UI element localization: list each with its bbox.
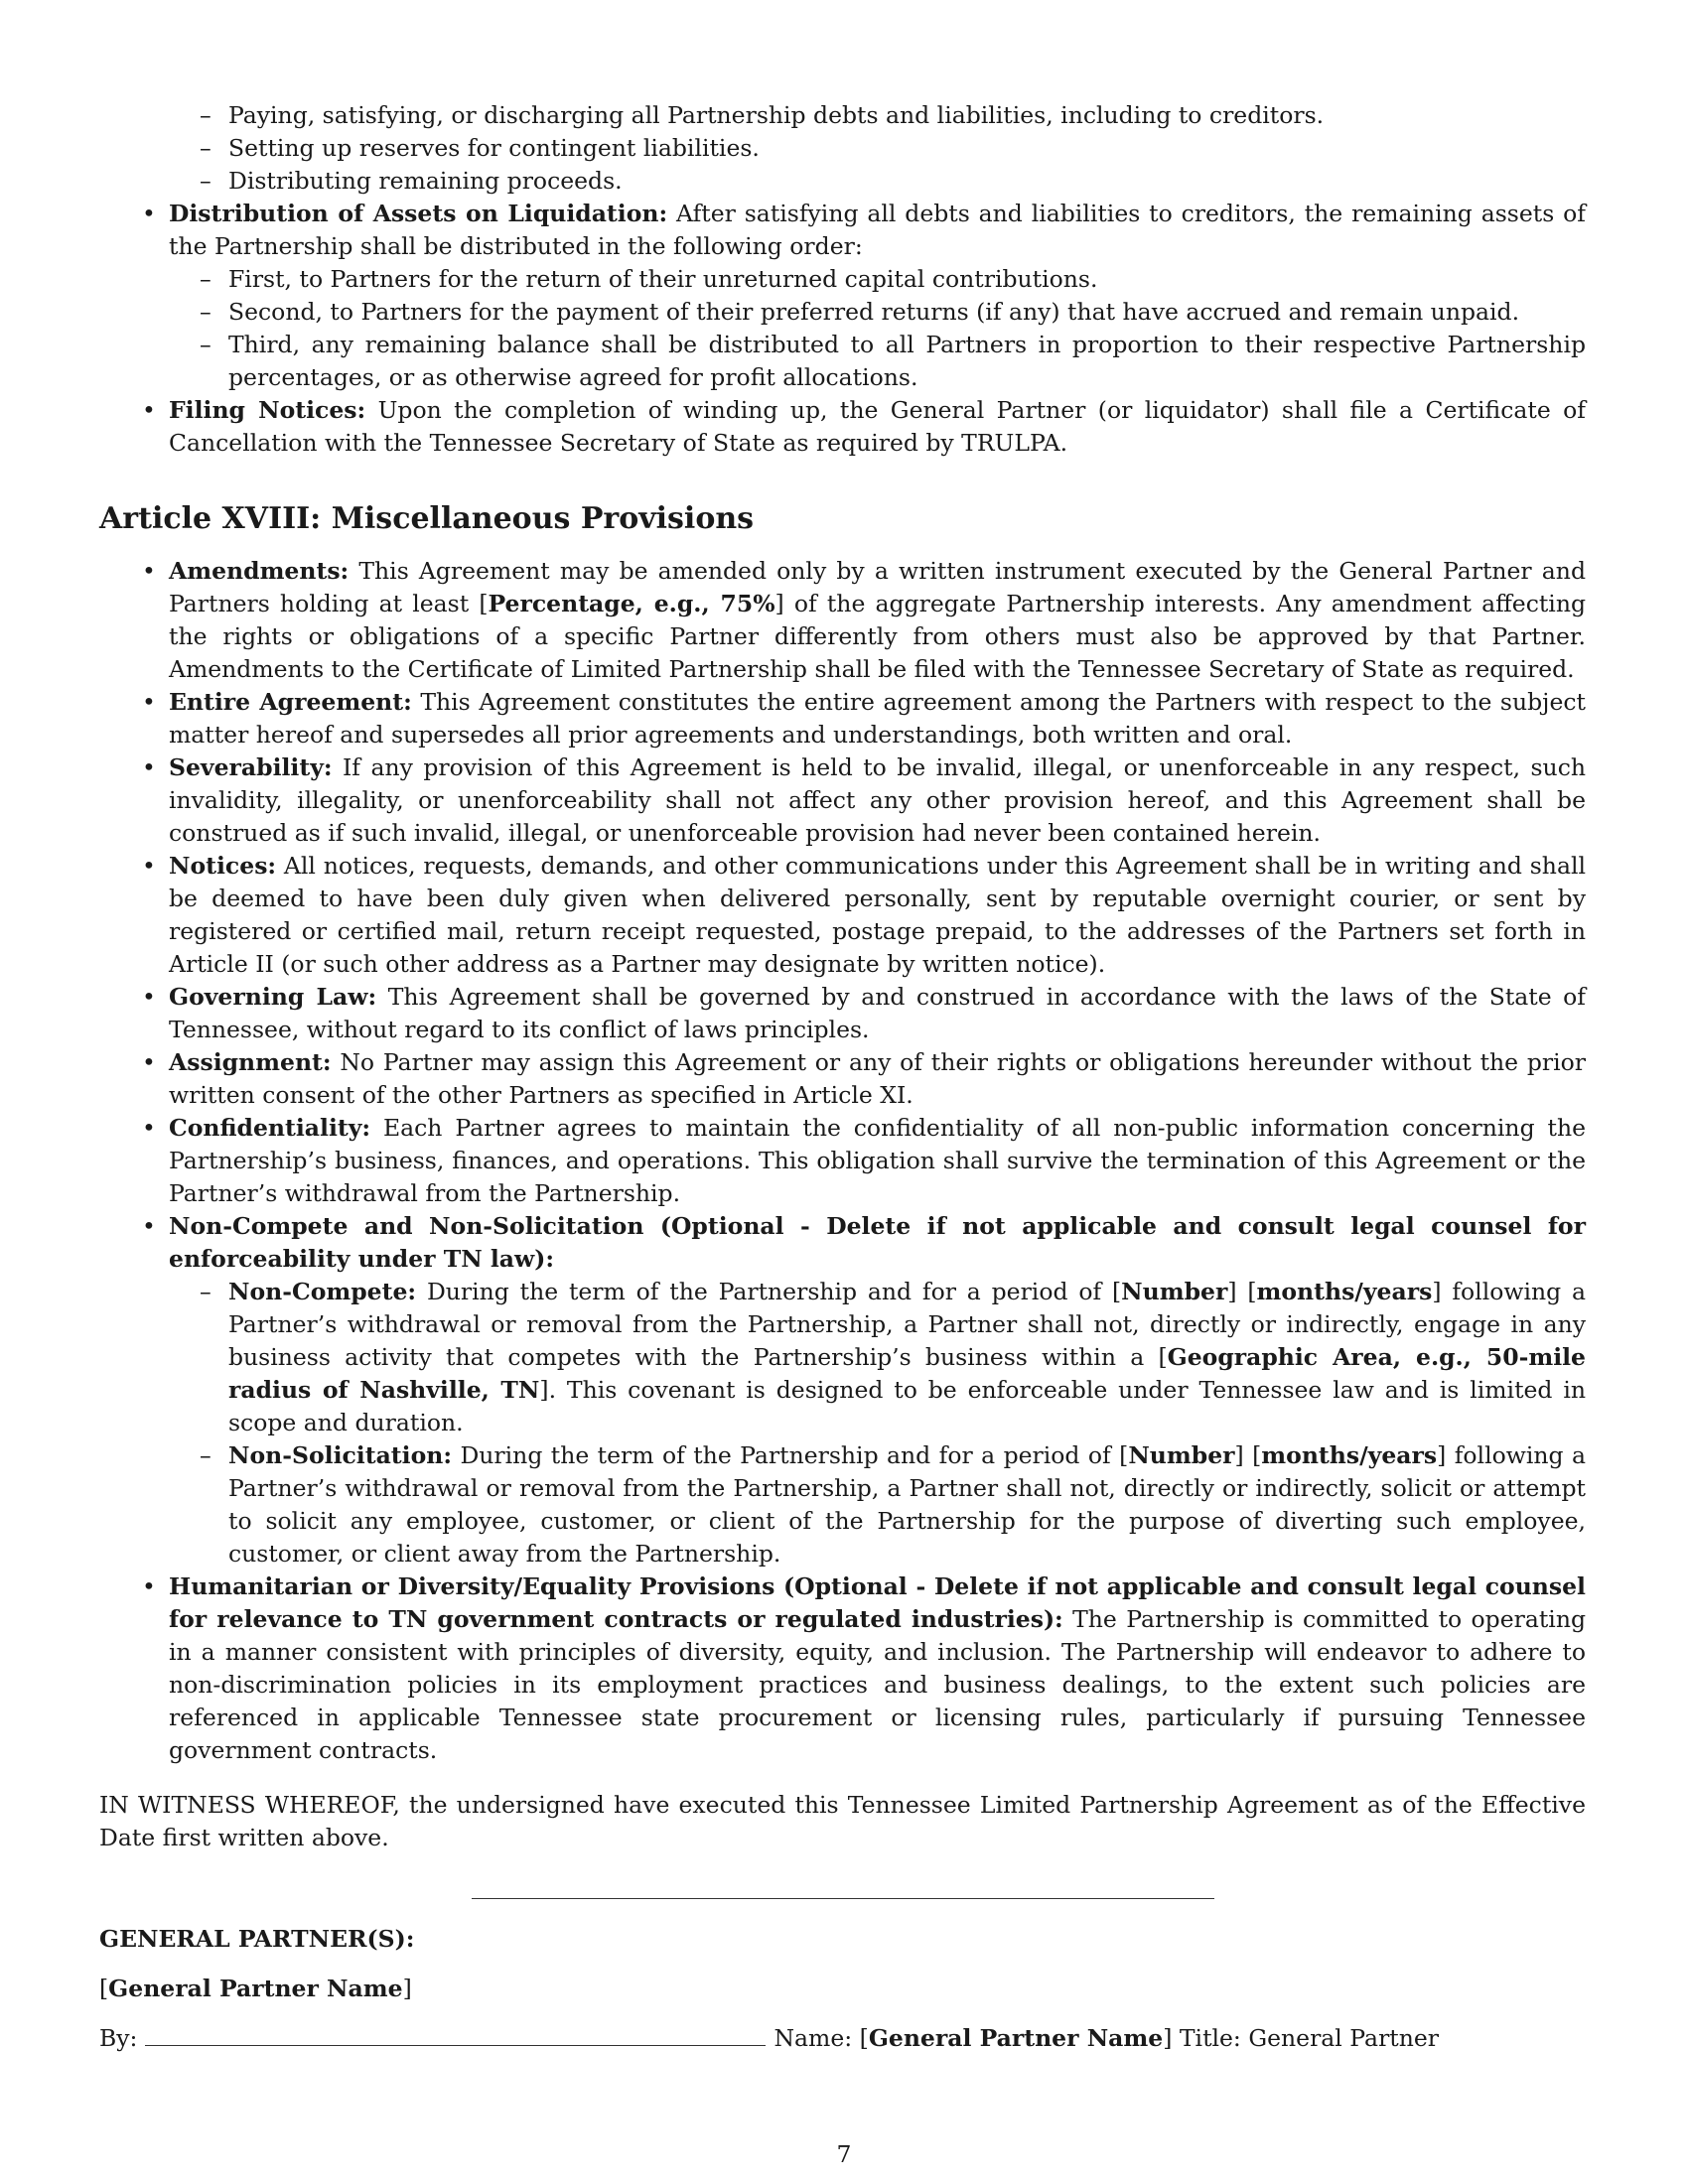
liquidation-list [99, 198, 1586, 460]
assignment-item: • Assignment: No Partner may assign this Agreement or any of their rights or obligations hereunder without the prior written consent of the other Partners as specified in Article XI. [99, 1046, 1586, 1112]
list-item: – First, to Partners for the return of their unreturned capital contributions. [169, 263, 1586, 296]
general-partner-heading: GENERAL PARTNER(S): [99, 1925, 415, 1953]
article-heading: Article XVIII: Miscellaneous Provisions [99, 501, 755, 536]
item-label: Amendments: [169, 557, 350, 585]
name-field-value: General Partner Name [868, 2024, 1164, 2052]
list-item: – Third, any remaining balance shall be distributed to all Partners in proportion to their respective Partnership percentages, or as otherwise agreed for profit allocations. [169, 329, 1586, 394]
document-page [99, 99, 1586, 2055]
humanitarian-item: • Humanitarian or Diversity/Equality Provisions (Optional - Delete if not applicable and consult legal counsel for relevance to TN government contracts or regulated industries): The Partnership is committed to operating in a manner consistent with principles of diversity, equity, and inclusion. The Partnership will endeavor to adhere to non-discrimination policies in its employment practices and business dealings, to the extent such policies are referenced in applicable Tennessee state procurement or licensing rules, particularly if pursuing Tennessee government contracts. [99, 1570, 1586, 1767]
item-label: Distribution of Assets on Liquidation: [169, 200, 668, 227]
signature-line: By: Name: [General Partner Name] Title: General Partner [99, 2024, 1440, 2052]
item-label: Severability: [169, 753, 333, 781]
witness-paragraph: IN WITNESS WHEREOF, the undersigned have executed this Tennessee Limited Partnership Agreement as of the Effective Date first written above. [99, 1791, 1586, 1851]
signature-field[interactable] [145, 2023, 766, 2046]
item-text: Upon the completion of winding up, the General Partner (or liquidator) shall file a Certificate of Cancellation with the Tennessee Secretary of State as required by TRULPA. [169, 396, 1586, 457]
confidentiality-item: • Confidentiality: Each Partner agrees to maintain the confidentiality of all non-public information concerning the Partnership’s business, finances, and operations. This obligation shall survive the termination of this Agreement or the Partner’s withdrawal from the Partnership. [99, 1112, 1586, 1210]
item-label: Assignment: [169, 1048, 332, 1076]
item-label: Filing Notices: [169, 396, 366, 424]
distribution-order-list [169, 263, 1586, 394]
non-compete-item: – Non-Compete: During the term of the Partnership and for a period of [Number] [months/years] following a Partner’s withdrawal or removal from the Partnership, a Partner shall not, directly or indirectly, engage in any business activity that competes with the Partnership’s business within a [Geographic Area, e.g., 50-mile radius of Nashville, TN]. This covenant is designed to be enforceable under Tennessee law and is limited in scope and duration. [169, 1276, 1586, 1439]
distribution-item [99, 198, 1586, 394]
item-label: Confidentiality: [169, 1114, 371, 1142]
non-compete-sublist [169, 1276, 1586, 1570]
list-item: – Distributing remaining proceeds. [169, 165, 1586, 198]
title-label: Title: [1179, 2024, 1241, 2052]
item-label: Entire Agreement: [169, 688, 412, 716]
item-label: Non-Compete and Non-Solicitation (Optional - Delete if not applicable and consult legal counsel for enforceability under TN law): [169, 1212, 1586, 1273]
placeholder-percentage: Percentage, e.g., 75% [488, 590, 775, 617]
signature-divider [472, 1898, 1214, 1899]
list-item: – Second, to Partners for the payment of their preferred returns (if any) that have accrued and remain unpaid. [169, 296, 1586, 329]
item-label: Non-Solicitation: [228, 1441, 453, 1469]
page-number: 7 [836, 2140, 852, 2168]
general-partner-name: [General Partner Name] [99, 1975, 412, 2002]
provisions-list [99, 555, 1586, 1767]
item-label: Notices: [169, 852, 277, 880]
non-solicitation-item: – Non-Solicitation: During the term of the Partnership and for a period of [Number] [months/years] following a Partner’s withdrawal or removal from the Partnership, a Partner shall not, directly or indirectly, solicit or attempt to solicit any employee, customer, or client of the Partnership for the purpose of diverting such employee, customer, or client away from the Partnership. [169, 1439, 1586, 1570]
item-text: After satisfying all debts and liabilities to creditors, the remaining assets of the Partnership shall be distributed in the following order: [169, 200, 1586, 260]
winding-up-subitems [99, 99, 1586, 198]
by-label: By: [99, 2024, 138, 2052]
non-compete-section-item [99, 1210, 1586, 1570]
item-label: Governing Law: [169, 983, 377, 1011]
amendments-item: • Amendments: This Agreement may be amended only by a written instrument executed by the General Partner and Partners holding at least [Percentage, e.g., 75%] of the aggregate Partnership interests. Any amendment affecting the rights or obligations of a specific Partner differently from others must also be approved by that Partner. Amendments to the Certificate of Limited Partnership shall be filed with the Tennessee Secretary of State as required. [99, 555, 1586, 686]
entire-agreement-item: • Entire Agreement: This Agreement constitutes the entire agreement among the Partners with respect to the subject matter hereof and supersedes all prior agreements and understandings, both written and oral. [99, 686, 1586, 751]
title-value: General Partner [1248, 2024, 1440, 2052]
item-label: Non-Compete: [228, 1278, 417, 1305]
list-item: – Paying, satisfying, or discharging all Partnership debts and liabilities, including to creditors. [169, 99, 1586, 132]
name-label: Name: [774, 2024, 853, 2052]
notices-item: • Notices: All notices, requests, demands, and other communications under this Agreement shall be in writing and shall be deemed to have been duly given when delivered personally, sent by reputable overnight courier, or sent by registered or certified mail, return receipt requested, postage prepaid, to the addresses of the Partners set forth in Article II (or such other address as a Partner may designate by written notice). [99, 850, 1586, 981]
item-label: Humanitarian or Diversity/Equality Provisions (Optional - Delete if not applicable and consult legal counsel for relevance to TN government contracts or regulated industries): [169, 1572, 1586, 1633]
filing-notices-item [99, 394, 1586, 460]
severability-item: • Severability: If any provision of this Agreement is held to be invalid, illegal, or unenforceable in any respect, such invalidity, illegality, or unenforceability shall not affect any other provision hereof, and this Agreement shall be construed as if such invalid, illegal, or unenforceable provision had never been contained herein. [99, 751, 1586, 850]
governing-law-item: • Governing Law: This Agreement shall be governed by and construed in accordance with the laws of the State of Tennessee, without regard to its conflict of laws principles. [99, 981, 1586, 1046]
list-item: – Setting up reserves for contingent liabilities. [169, 132, 1586, 165]
